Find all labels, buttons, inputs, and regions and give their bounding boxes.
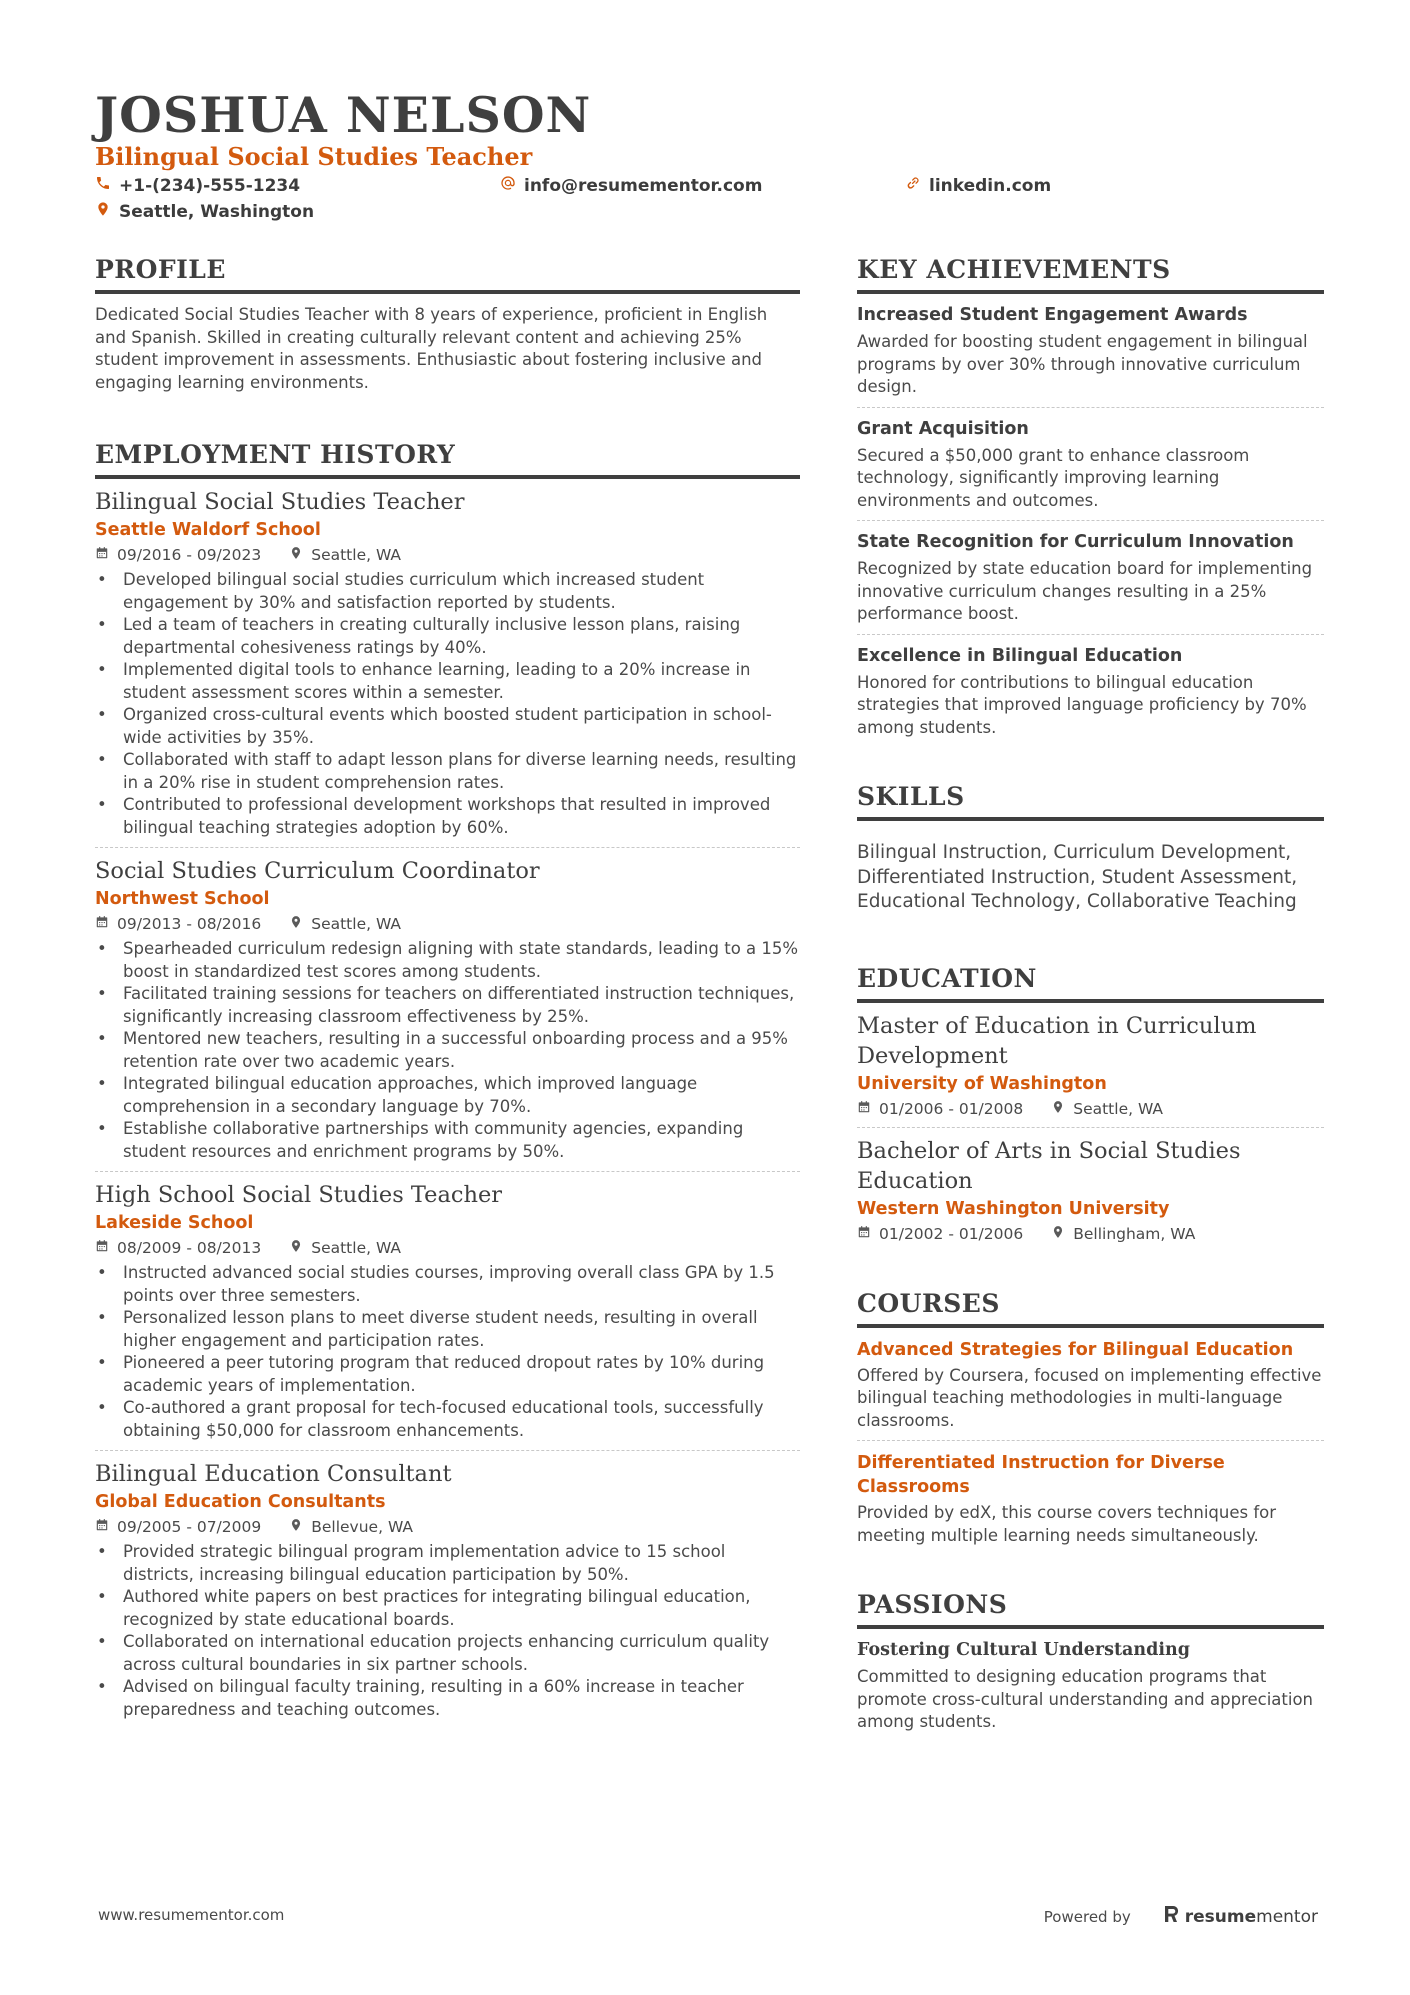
bullet-item: • Advised on bilingual faculty training, resulting in a 60% increase in teacher preparedness and teaching outcomes.: [95, 1676, 800, 1721]
course-item: [857, 1451, 1324, 1547]
right-column: [857, 254, 1324, 1734]
location-pin-icon: [289, 1236, 303, 1260]
job-location: Seattle, WA: [289, 912, 401, 936]
education-item: [857, 1011, 1324, 1121]
bullet-item: • Co-authored a grant proposal for tech-focused educational tools, successfully obtaining $50,000 for classroom enhancements.: [95, 1397, 800, 1442]
location-pin-icon: [289, 543, 303, 567]
course-text: Provided by edX, this course covers techniques for meeting multiple learning needs simultaneously.: [857, 1503, 1277, 1545]
job-entry: [95, 1459, 800, 1721]
resume-header: [95, 86, 1325, 226]
course-text: Offered by Coursera, focused on implementing effective bilingual teaching methodologies in multi-language classrooms.: [857, 1365, 1322, 1430]
section-title-skills: SKILLS: [857, 781, 1324, 821]
courses-section: [857, 1288, 1324, 1548]
phone-icon: [95, 174, 111, 198]
job-employer: Lakeside School: [95, 1213, 254, 1233]
school-name: University of Washington: [857, 1073, 1107, 1094]
course-title: Differentiated Instruction for Diverse Classrooms: [857, 1453, 1225, 1497]
contact-info: [95, 174, 1325, 226]
job-entry: [95, 856, 800, 1163]
achievements-section: [857, 254, 1324, 739]
bullet-item: • Led a team of teachers in creating culturally inclusive lesson plans, raising departmental cohesiveness ratings by 40%.: [95, 614, 800, 659]
contact-phone[interactable]: [95, 174, 300, 198]
bullet-item: • Pioneered a peer tutoring program that reduced dropout rates by 10% during academic years of implementation.: [95, 1352, 800, 1397]
calendar-icon: [857, 1222, 871, 1246]
phone-text: +1-(234)-555-1234: [119, 176, 301, 196]
skills-text: Bilingual Instruction, Curriculum Development, Differentiated Instruction, Student Assessment, Educational Technology, Collaborative Teaching: [857, 842, 1298, 912]
location-pin-icon: [289, 912, 303, 936]
course-item: [857, 1338, 1324, 1433]
bullet-item: • Spearheaded curriculum redesign aligning with state standards, leading to a 15% boost in standardized test scores among students.: [95, 938, 800, 983]
achievement-item: [857, 643, 1324, 740]
location-text: Seattle, Washington: [119, 202, 315, 222]
bullet-item: • Developed bilingual social studies curriculum which increased student engagement by 30% and satisfaction reported by students.: [95, 569, 800, 614]
job-meta: [95, 1515, 800, 1539]
job-employer: Global Education Consultants: [95, 1492, 386, 1512]
divider: [95, 847, 800, 848]
job-bullets: [95, 569, 800, 839]
degree-title: Master of Education in Curriculum Development: [857, 1012, 1257, 1069]
job-title: Bilingual Education Consultant: [95, 1461, 452, 1487]
achievement-title: Grant Acquisition: [857, 418, 1029, 439]
calendar-icon: [857, 1097, 871, 1121]
footer-branding: [1044, 1904, 1318, 1929]
divider: [857, 634, 1324, 635]
resumementor-logo-icon: [1163, 1904, 1179, 1929]
brand-logo[interactable]: [1163, 1904, 1318, 1929]
calendar-icon: [95, 912, 109, 936]
bullet-item: • Organized cross-cultural events which boosted student participation in school-wide activities by 35%.: [95, 704, 800, 749]
education-section: [857, 963, 1324, 1246]
achievement-item: [857, 416, 1324, 513]
achievement-title: Increased Student Engagement Awards: [857, 305, 1248, 325]
job-meta: [95, 1236, 800, 1260]
education-location: Seattle, WA: [1051, 1097, 1163, 1121]
passion-title: Fostering Cultural Understanding: [857, 1640, 1190, 1660]
bullet-item: • Collaborated with staff to adapt lesson plans for diverse learning needs, resulting in a 20% rise in student comprehension rates.: [95, 749, 800, 794]
divider: [857, 1127, 1324, 1128]
achievement-text: Honored for contributions to bilingual education strategies that improved language proficiency by 70% among students.: [857, 672, 1307, 737]
achievement-title: State Recognition for Curriculum Innovation: [857, 532, 1294, 552]
job-dates: 08/2009 - 08/2013: [95, 1236, 261, 1260]
location-pin-icon: [1051, 1222, 1065, 1246]
profile-text: Dedicated Social Studies Teacher with 8 years of experience, proficient in English and Spanish. Skilled in creating culturally relevant content and achieving 25% student improvement in assessments. Enthusiastic about fostering inclusive and engaging learning environments.: [95, 305, 768, 392]
education-meta: [857, 1222, 1324, 1246]
employment-section: [95, 439, 800, 1721]
job-location: Seattle, WA: [289, 1236, 401, 1260]
linkedin-text: linkedin.com: [929, 176, 1052, 196]
calendar-icon: [95, 1515, 109, 1539]
section-title-education: EDUCATION: [857, 963, 1324, 1003]
passions-section: [857, 1589, 1324, 1734]
education-location: Bellingham, WA: [1051, 1222, 1195, 1246]
calendar-icon: [95, 1236, 109, 1260]
job-dates: 09/2005 - 07/2009: [95, 1515, 261, 1539]
section-title-courses: COURSES: [857, 1288, 1324, 1328]
achievement-text: Awarded for boosting student engagement in bilingual programs by over 30% through innovative curriculum design.: [857, 332, 1308, 396]
job-bullets: [95, 1541, 800, 1721]
divider: [95, 1450, 800, 1451]
passion-item: [857, 1637, 1324, 1734]
job-bullets: [95, 1262, 800, 1442]
job-employer: Seattle Waldorf School: [95, 520, 321, 540]
bullet-item: • Personalized lesson plans to meet diverse student needs, resulting in overall higher engagement and participation rates.: [95, 1307, 800, 1352]
education-meta: [857, 1097, 1324, 1121]
job-title: High School Social Studies Teacher: [95, 1182, 503, 1208]
job-location: Seattle, WA: [289, 543, 401, 567]
school-name: Western Washington University: [857, 1198, 1170, 1219]
bullet-item: • Authored white papers on best practices for integrating bilingual education, recognized by state educational boards.: [95, 1586, 800, 1631]
course-title: Advanced Strategies for Bilingual Education: [857, 1339, 1294, 1360]
email-text: info@resumementor.com: [524, 176, 763, 196]
section-title-passions: PASSIONS: [857, 1589, 1324, 1629]
job-meta: [95, 543, 800, 567]
education-dates: 01/2006 - 01/2008: [857, 1097, 1023, 1121]
passion-text: Committed to designing education programs that promote cross-cultural understanding and appreciation among students.: [857, 1667, 1314, 1731]
bullet-item: • Mentored new teachers, resulting in a successful onboarding process and a 95% retention rate over two academic years.: [95, 1028, 800, 1073]
footer-website[interactable]: www.resumementor.com: [98, 1906, 285, 1924]
divider: [95, 1171, 800, 1172]
candidate-role: Bilingual Social Studies Teacher: [95, 142, 533, 171]
calendar-icon: [95, 543, 109, 567]
divider: [857, 520, 1324, 521]
left-column: [95, 254, 800, 1721]
bullet-item: • Implemented digital tools to enhance learning, leading to a 20% increase in student assessment scores within a semester.: [95, 659, 800, 704]
bullet-item: • Contributed to professional development workshops that resulted in improved bilingual teaching strategies adoption by 60%.: [95, 794, 800, 839]
bullet-item: • Establishe collaborative partnerships with community agencies, expanding student resources and enrichment programs by 50%.: [95, 1118, 800, 1163]
job-dates: 09/2013 - 08/2016: [95, 912, 261, 936]
bullet-item: • Instructed advanced social studies courses, improving overall class GPA by 1.5 points over three semesters.: [95, 1262, 800, 1307]
job-location: Bellevue, WA: [289, 1515, 413, 1539]
job-dates: 09/2016 - 09/2023: [95, 543, 261, 567]
divider: [857, 1440, 1324, 1441]
section-title-profile: PROFILE: [95, 254, 800, 294]
contact-linkedin[interactable]: [905, 174, 1051, 198]
brand-name-bold: resume: [1184, 1906, 1257, 1927]
profile-section: [95, 254, 800, 394]
bullet-item: • Integrated bilingual education approaches, which improved language comprehension in a secondary language by 70%.: [95, 1073, 800, 1118]
job-meta: [95, 912, 800, 936]
job-employer: Northwest School: [95, 889, 270, 909]
contact-email[interactable]: [500, 174, 762, 198]
link-icon: [905, 174, 921, 198]
powered-by-text: Powered by: [1043, 1907, 1131, 1926]
job-title: Social Studies Curriculum Coordinator: [95, 858, 540, 884]
location-pin-icon: [1051, 1097, 1065, 1121]
achievement-text: Recognized by state education board for implementing innovative curriculum changes resulting in a 25% performance boost.: [857, 559, 1313, 623]
job-entry: [95, 487, 800, 839]
job-bullets: [95, 938, 800, 1163]
at-icon: [500, 174, 516, 198]
bullet-item: • Facilitated training sessions for teachers on differentiated instruction techniques, significantly increasing classroom effectiveness by 25%.: [95, 983, 800, 1028]
job-title: Bilingual Social Studies Teacher: [95, 489, 465, 515]
achievement-item: [857, 529, 1324, 626]
achievement-item: [857, 302, 1324, 399]
skills-section: [857, 781, 1324, 915]
education-dates: 01/2002 - 01/2006: [857, 1222, 1023, 1246]
bullet-item: • Provided strategic bilingual program implementation advice to 15 school districts, increasing bilingual education participation by 50%.: [95, 1541, 800, 1586]
achievement-text: Secured a $50,000 grant to enhance classroom technology, significantly improving learning environments and outcomes.: [857, 445, 1250, 510]
contact-location: [95, 200, 314, 224]
education-item: [857, 1136, 1324, 1246]
degree-title: Bachelor of Arts in Social Studies Education: [857, 1137, 1241, 1194]
section-title-achievements: KEY ACHIEVEMENTS: [857, 254, 1324, 294]
brand-name-light: mentor: [1256, 1906, 1318, 1927]
location-pin-icon: [95, 200, 111, 224]
achievement-title: Excellence in Bilingual Education: [857, 645, 1183, 666]
divider: [857, 407, 1324, 408]
job-entry: [95, 1180, 800, 1442]
location-pin-icon: [289, 1515, 303, 1539]
bullet-item: • Collaborated on international education projects enhancing curriculum quality across cultural boundaries in six partner schools.: [95, 1631, 800, 1676]
section-title-employment: EMPLOYMENT HISTORY: [95, 439, 800, 479]
candidate-name: JOSHUA NELSON: [95, 86, 592, 144]
